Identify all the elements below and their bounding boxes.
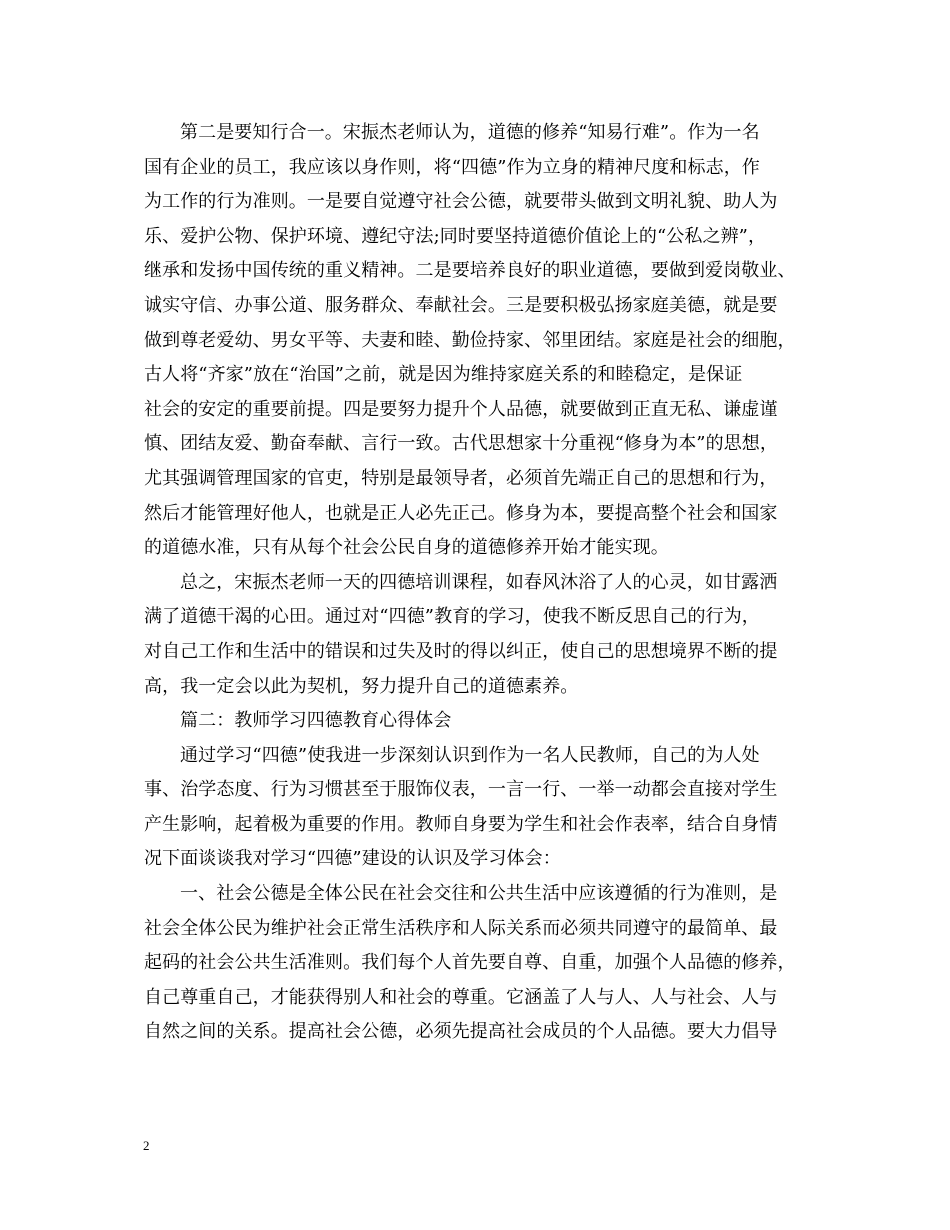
- text-line: 通过学习“四德”使我进一步深刻认识到作为一名人民教师，自己的为人处: [180, 744, 760, 766]
- text-line: 古人将“齐家”放在“治国”之前，就是因为维持家庭关系的和睦稳定，是保证: [144, 364, 743, 386]
- text-line: 一、社会公德是全体公民在社会交往和公共生活中应该遵循的行为准则，是: [180, 883, 778, 905]
- text-line: 诚实守信、办事公道、服务群众、奉献社会。三是要积极弘扬家庭美德，就是要: [144, 294, 778, 316]
- text-line: 起码的社会公共生活准则。我们每个人首先要自尊、自重，加强个人品德的修养，: [144, 952, 796, 974]
- text-line: 社会全体公民为维护社会正常生活秩序和人际关系而必须共同遵守的最简单、最: [144, 917, 778, 939]
- text-line: 自己尊重自己，才能获得别人和社会的尊重。它涵盖了人与人、人与社会、人与: [144, 986, 778, 1008]
- text-line: 尤其强调管理国家的官吏，特别是最领导者，必须首先端正自己的思想和行为，: [144, 467, 778, 489]
- page-number: 2: [143, 1138, 150, 1153]
- text-line: 的道德水准，只有从每个社会公民自身的道德修养开始才能实现。: [144, 537, 669, 559]
- text-line: 篇二：教师学习四德教育心得体会: [180, 710, 452, 732]
- text-line: 第二是要知行合一。宋振杰老师认为，道德的修养“知易行难”。作为一名: [180, 122, 760, 143]
- text-line: 为工作的行为准则。一是要自觉遵守社会公德，就要带头做到文明礼貌、助人为: [144, 191, 778, 213]
- text-line: 国有企业的员工，我应该以身作则，将“四德”作为立身的精神尺度和标志，作: [144, 156, 760, 178]
- text-line: 做到尊老爱幼、男女平等、夫妻和睦、勤俭持家、邻里团结。家庭是社会的细胞，: [144, 329, 796, 351]
- text-line: 满了道德干渴的心田。通过对“四德”教育的学习，使我不断反思自己的行为，: [144, 606, 760, 628]
- text-line: 对自己工作和生活中的错误和过失及时的得以纠正，使自己的思想境界不断的提: [144, 640, 778, 662]
- text-line: 高，我一定会以此为契机，努力提升自己的道德素养。: [144, 675, 579, 697]
- text-line: 总之，宋振杰老师一天的四德培训课程，如春风沐浴了人的心灵，如甘露洒: [180, 571, 778, 593]
- text-line: 然后才能管理好他人，也就是正人必先正己。修身为本，要提高整个社会和国家: [144, 502, 778, 524]
- text-line: 社会的安定的重要前提。四是要努力提升个人品德，就要做到正直无私、谦虚谨: [144, 398, 778, 420]
- text-line: 继承和发扬中国传统的重义精神。二是要培养良好的职业道德，要做到爱岗敬业、: [144, 260, 796, 282]
- text-line: 事、治学态度、行为习惯甚至于服饰仪表，一言一行、一举一动都会直接对学生: [144, 779, 778, 801]
- text-line: 况下面谈谈我对学习“四德”建设的认识及学习体会：: [144, 848, 561, 870]
- body-text: [144, 116, 834, 1050]
- text-line: 慎、团结友爱、勤奋奉献、言行一致。古代思想家十分重视“修身为本”的思想，: [144, 433, 779, 455]
- text-line: 乐、爱护公物、保护环境、遵纪守法;同时要坚持道德价值论上的“公私之辨”，: [144, 225, 767, 247]
- text-line: 产生影响，起着极为重要的作用。教师自身要为学生和社会作表率，结合自身情: [144, 813, 778, 835]
- text-line: 自然之间的关系。提高社会公德，必须先提高社会成员的个人品德。要大力倡导: [144, 1021, 778, 1043]
